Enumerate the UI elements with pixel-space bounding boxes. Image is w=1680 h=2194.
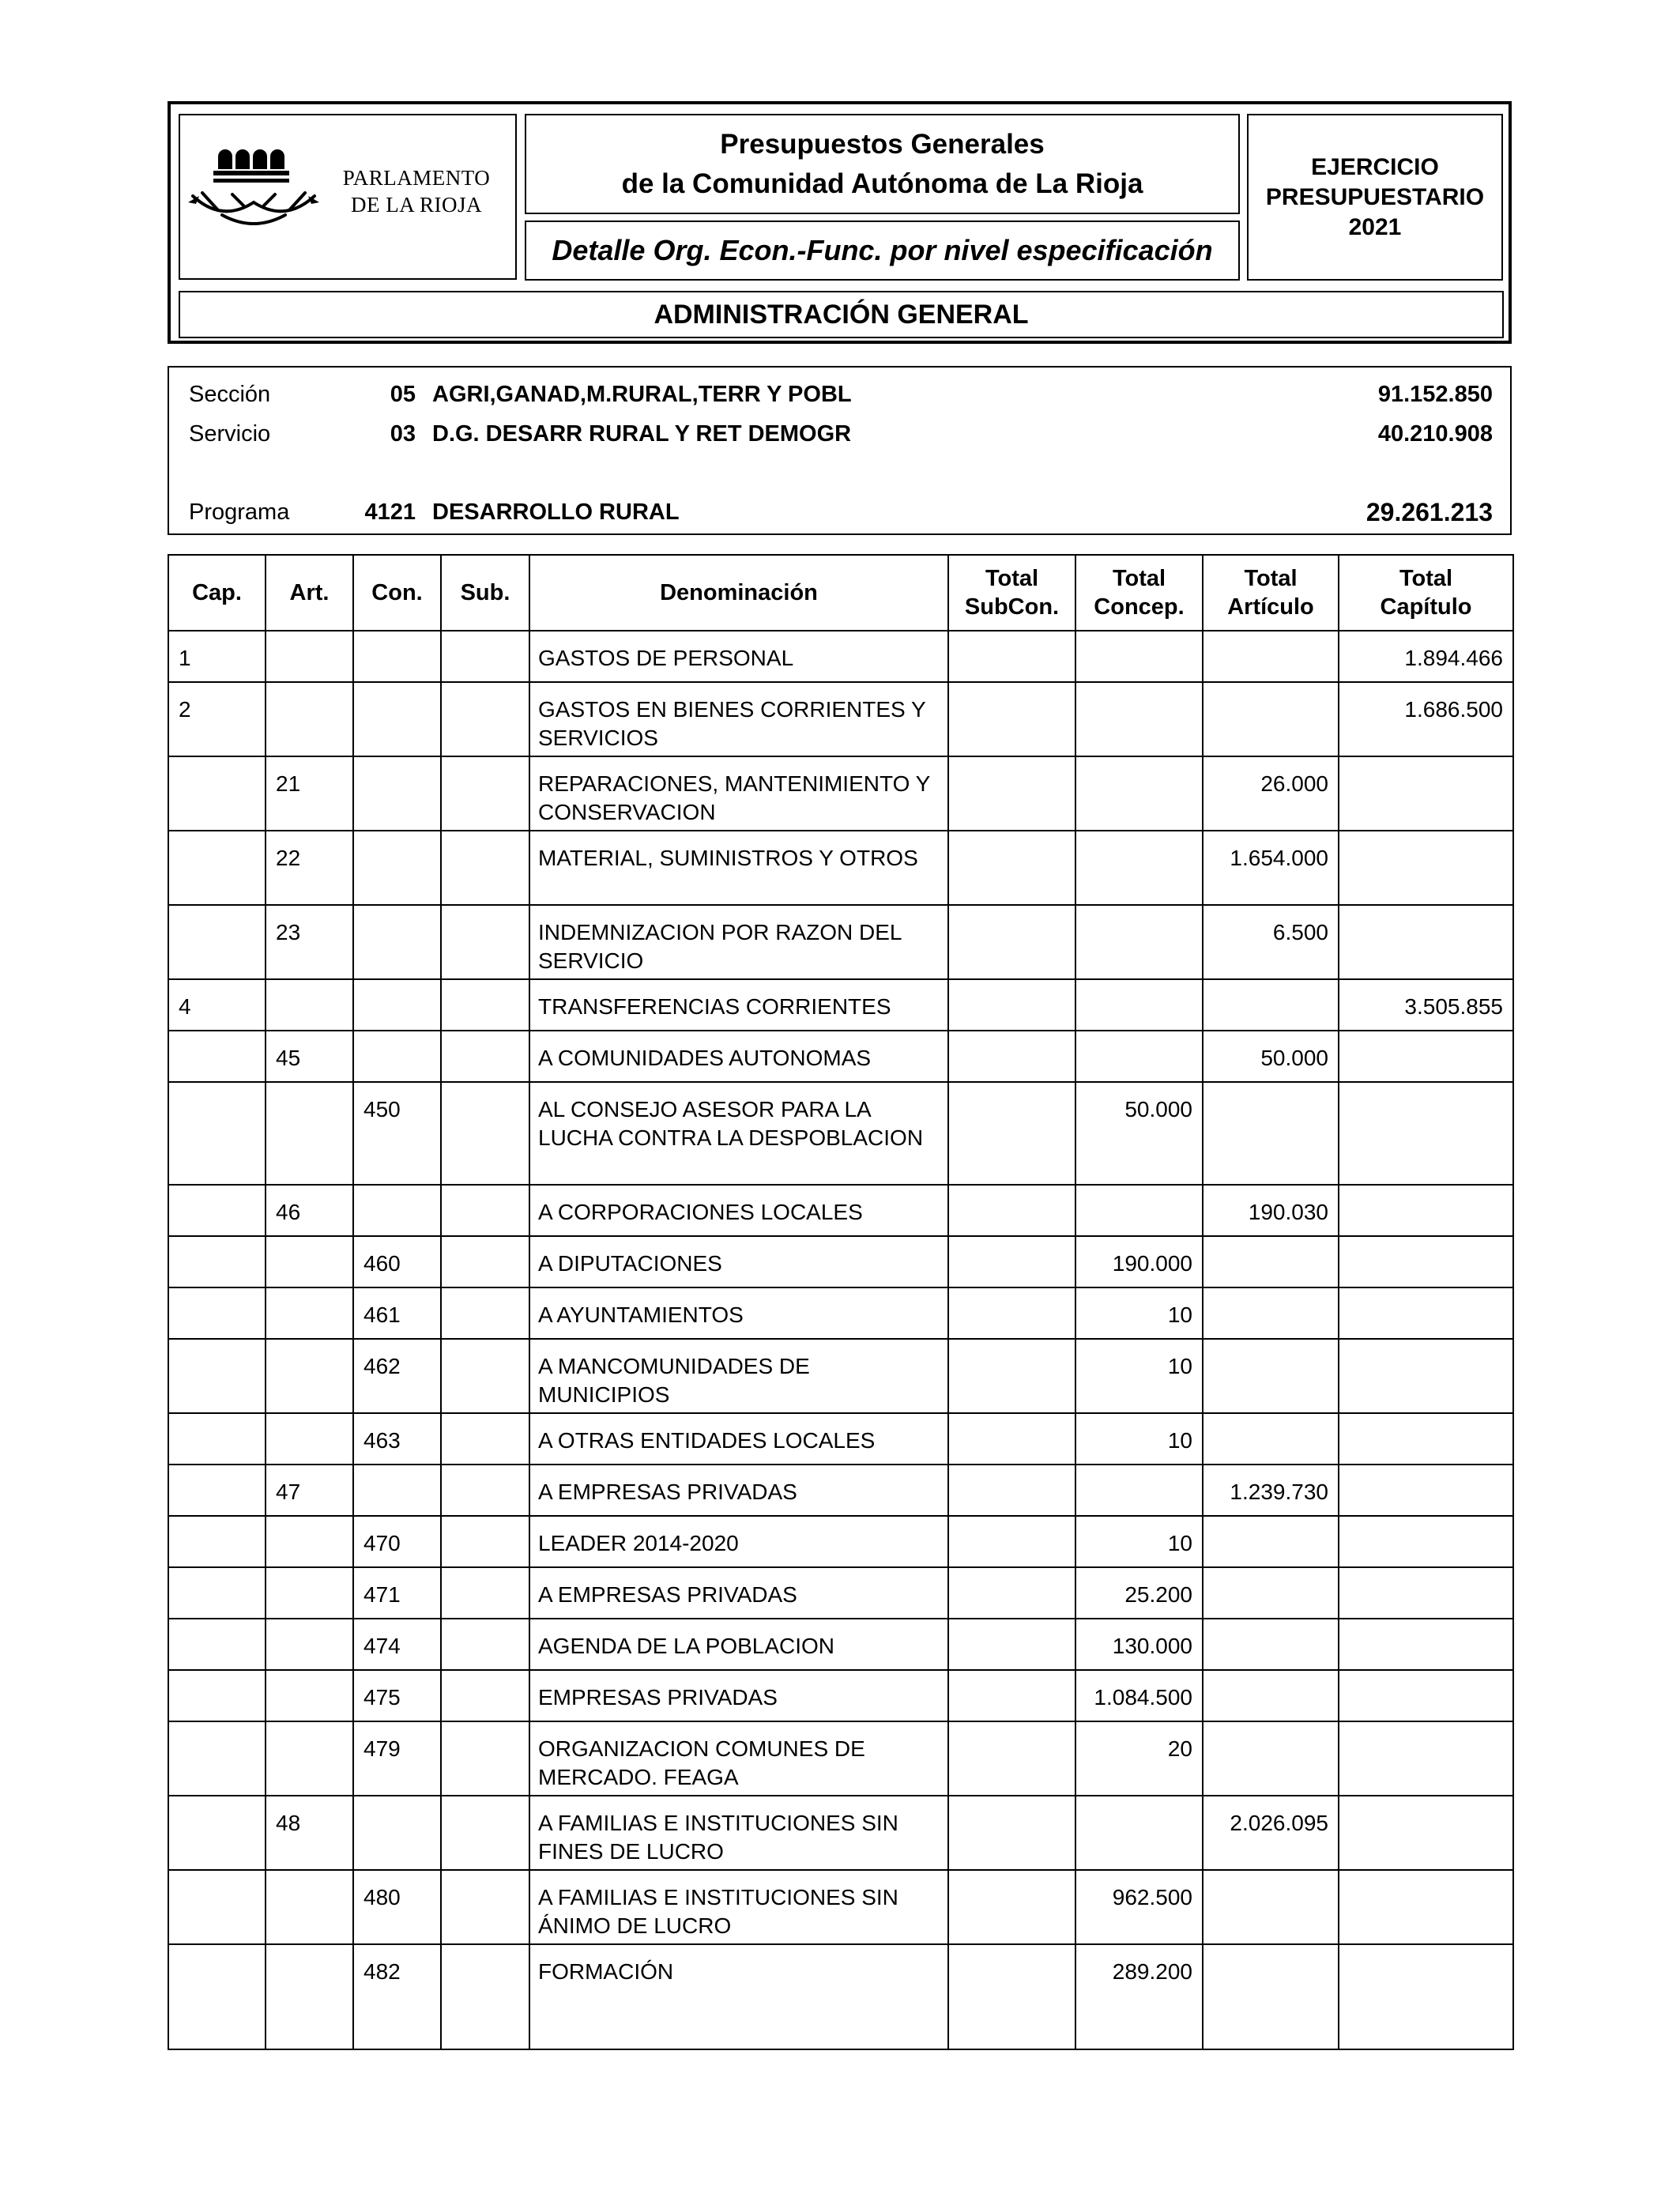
cell-art <box>266 631 353 682</box>
cell-total-articulo <box>1203 1567 1339 1619</box>
cell-art <box>266 1082 353 1185</box>
logo-text-line2: DE LA RIOJA <box>351 193 482 217</box>
table-row <box>168 1082 1513 1185</box>
table-row <box>168 905 1513 979</box>
header-total-concep-line2: Concep. <box>1094 594 1185 620</box>
cell-denominacion: FORMACIÓN <box>529 1944 948 2049</box>
cell-total-capitulo <box>1339 1721 1513 1796</box>
cell-total-concep: 289.200 <box>1075 1944 1203 2049</box>
cell-cap: 2 <box>168 682 266 756</box>
cell-total-concep: 20 <box>1075 1721 1203 1796</box>
table-row <box>168 1619 1513 1670</box>
cell-denominacion: A AYUNTAMIENTOS <box>529 1287 948 1339</box>
table-row <box>168 1567 1513 1619</box>
ejercicio-box <box>1247 114 1503 281</box>
table-row <box>168 1185 1513 1236</box>
cell-art: 22 <box>266 831 353 905</box>
table-row <box>168 1339 1513 1413</box>
seccion-total: 91.152.850 <box>1377 382 1493 407</box>
header-total-subcon-line1: Total <box>985 566 1039 591</box>
cell-total-concep: 25.200 <box>1075 1567 1203 1619</box>
cell-total-capitulo <box>1339 1796 1513 1870</box>
cell-total-capitulo: 1.686.500 <box>1339 682 1513 756</box>
title-line1: Presupuestos Generales <box>720 128 1045 160</box>
table-row <box>168 1465 1513 1516</box>
cell-con <box>353 831 441 905</box>
table-header-row <box>168 555 1513 631</box>
cell-total-capitulo <box>1339 1670 1513 1721</box>
table-row <box>168 1031 1513 1082</box>
cell-total-subcon <box>948 1870 1075 1944</box>
header-denominacion: Denominación <box>529 555 948 631</box>
cell-sub <box>441 1082 529 1185</box>
cell-total-articulo: 50.000 <box>1203 1031 1339 1082</box>
cell-art: 48 <box>266 1796 353 1870</box>
ejercicio-line1: EJERCICIO <box>1311 153 1439 180</box>
cell-sub <box>441 1339 529 1413</box>
servicio-code: 03 <box>390 421 416 447</box>
programa-name: DESARROLLO RURAL <box>432 499 680 525</box>
cell-total-articulo <box>1203 631 1339 682</box>
cell-total-capitulo <box>1339 1082 1513 1185</box>
cell-art <box>266 1670 353 1721</box>
cell-art <box>266 682 353 756</box>
cell-sub <box>441 979 529 1031</box>
cell-total-concep <box>1075 756 1203 831</box>
cell-total-subcon <box>948 1031 1075 1082</box>
cell-sub <box>441 1944 529 2049</box>
table-row <box>168 682 1513 756</box>
cell-cap <box>168 1944 266 2049</box>
cell-denominacion: AL CONSEJO ASESOR PARA LA LUCHA CONTRA LA DESPOBLACION <box>529 1082 948 1185</box>
cell-total-capitulo <box>1339 1413 1513 1465</box>
cell-cap <box>168 1465 266 1516</box>
cell-con: 482 <box>353 1944 441 2049</box>
cell-cap <box>168 1870 266 1944</box>
cell-total-articulo: 1.239.730 <box>1203 1465 1339 1516</box>
cell-art: 23 <box>266 905 353 979</box>
logo-text-line1: PARLAMENTO <box>342 166 491 190</box>
cell-total-articulo: 1.654.000 <box>1203 831 1339 905</box>
logo-text <box>326 164 507 218</box>
seccion-row <box>169 379 1510 410</box>
cell-total-concep <box>1075 905 1203 979</box>
cell-total-subcon <box>948 1413 1075 1465</box>
cell-art <box>266 1287 353 1339</box>
cell-art <box>266 979 353 1031</box>
cell-total-concep <box>1075 1031 1203 1082</box>
cell-sub <box>441 1670 529 1721</box>
header-total-subcon <box>948 555 1075 631</box>
cell-art <box>266 1516 353 1567</box>
cell-total-articulo <box>1203 1670 1339 1721</box>
cell-total-subcon <box>948 1670 1075 1721</box>
cell-cap <box>168 905 266 979</box>
cell-total-articulo <box>1203 1619 1339 1670</box>
cell-sub <box>441 1721 529 1796</box>
cell-total-articulo: 2.026.095 <box>1203 1796 1339 1870</box>
cell-denominacion: INDEMNIZACION POR RAZON DEL SERVICIO <box>529 905 948 979</box>
cell-sub <box>441 1465 529 1516</box>
servicio-total: 40.210.908 <box>1377 421 1493 447</box>
header-total-subcon-line2: SubCon. <box>964 594 1060 620</box>
cell-sub <box>441 1287 529 1339</box>
table-row <box>168 1413 1513 1465</box>
cell-total-subcon <box>948 1721 1075 1796</box>
cell-total-articulo <box>1203 1413 1339 1465</box>
cell-total-articulo <box>1203 1287 1339 1339</box>
table-row <box>168 631 1513 682</box>
cell-cap <box>168 1619 266 1670</box>
administracion-banner: ADMINISTRACIÓN GENERAL <box>179 291 1504 338</box>
cell-con <box>353 631 441 682</box>
cell-total-capitulo <box>1339 1236 1513 1287</box>
cell-art <box>266 1944 353 2049</box>
cell-total-subcon <box>948 1619 1075 1670</box>
cell-art <box>266 1413 353 1465</box>
cell-denominacion: LEADER 2014-2020 <box>529 1516 948 1567</box>
cell-cap <box>168 1413 266 1465</box>
table-row <box>168 1796 1513 1870</box>
cell-denominacion: AGENDA DE LA POBLACION <box>529 1619 948 1670</box>
cell-sub <box>441 1236 529 1287</box>
cell-cap <box>168 1670 266 1721</box>
cell-denominacion: A OTRAS ENTIDADES LOCALES <box>529 1413 948 1465</box>
cell-total-articulo <box>1203 1721 1339 1796</box>
cell-total-concep: 962.500 <box>1075 1870 1203 1944</box>
cell-denominacion: A CORPORACIONES LOCALES <box>529 1185 948 1236</box>
cell-sub <box>441 631 529 682</box>
header-con: Con. <box>353 555 441 631</box>
cell-total-subcon <box>948 1185 1075 1236</box>
ejercicio-year: 2021 <box>1348 213 1402 240</box>
cell-total-concep <box>1075 682 1203 756</box>
cell-total-subcon <box>948 1465 1075 1516</box>
cell-con: 474 <box>353 1619 441 1670</box>
cell-total-subcon <box>948 1082 1075 1185</box>
cell-sub <box>441 1185 529 1236</box>
cell-art: 45 <box>266 1031 353 1082</box>
cell-con: 463 <box>353 1413 441 1465</box>
cell-denominacion: A EMPRESAS PRIVADAS <box>529 1465 948 1516</box>
cell-sub <box>441 682 529 756</box>
cell-total-concep: 10 <box>1075 1516 1203 1567</box>
cell-total-articulo <box>1203 1082 1339 1185</box>
cell-cap <box>168 1567 266 1619</box>
cell-denominacion: REPARACIONES, MANTENIMIENTO Y CONSERVACION <box>529 756 948 831</box>
seccion-label: Sección <box>189 382 271 407</box>
programa-label: Programa <box>189 499 290 525</box>
logo-box <box>179 114 517 280</box>
cell-art <box>266 1721 353 1796</box>
table-row <box>168 1870 1513 1944</box>
cell-con: 480 <box>353 1870 441 1944</box>
detail-subtitle: Detalle Org. Econ.-Func. por nivel especificación <box>525 221 1240 281</box>
document-header <box>168 101 1512 344</box>
cell-art: 46 <box>266 1185 353 1236</box>
cell-total-subcon <box>948 1796 1075 1870</box>
cell-total-capitulo <box>1339 1619 1513 1670</box>
programa-code: 4121 <box>364 499 416 525</box>
header-total-capitulo-line2: Capítulo <box>1380 594 1472 620</box>
table-row <box>168 1236 1513 1287</box>
cell-denominacion: A EMPRESAS PRIVADAS <box>529 1567 948 1619</box>
servicio-label: Servicio <box>189 421 271 447</box>
table-row <box>168 979 1513 1031</box>
cell-total-subcon <box>948 1339 1075 1413</box>
cell-total-concep: 190.000 <box>1075 1236 1203 1287</box>
cell-denominacion: A DIPUTACIONES <box>529 1236 948 1287</box>
title-line2: de la Comunidad Autónoma de La Rioja <box>621 168 1143 199</box>
cell-con: 460 <box>353 1236 441 1287</box>
cell-con <box>353 756 441 831</box>
cell-con: 461 <box>353 1287 441 1339</box>
cell-con: 479 <box>353 1721 441 1796</box>
cell-total-concep <box>1075 1185 1203 1236</box>
cell-total-concep <box>1075 631 1203 682</box>
cell-total-articulo: 190.030 <box>1203 1185 1339 1236</box>
cell-total-subcon <box>948 631 1075 682</box>
cell-con <box>353 1796 441 1870</box>
cell-total-capitulo <box>1339 905 1513 979</box>
header-total-articulo-line2: Artículo <box>1227 594 1314 620</box>
cell-con: 475 <box>353 1670 441 1721</box>
cell-total-concep: 10 <box>1075 1339 1203 1413</box>
cell-total-articulo: 26.000 <box>1203 756 1339 831</box>
cell-denominacion: A COMUNIDADES AUTONOMAS <box>529 1031 948 1082</box>
cell-denominacion: ORGANIZACION COMUNES DE MERCADO. FEAGA <box>529 1721 948 1796</box>
cell-total-articulo: 6.500 <box>1203 905 1339 979</box>
cell-total-articulo <box>1203 1870 1339 1944</box>
cell-total-capitulo <box>1339 1185 1513 1236</box>
table-row <box>168 1670 1513 1721</box>
cell-total-concep <box>1075 1465 1203 1516</box>
parlamento-logo-icon <box>186 147 321 236</box>
header-total-capitulo <box>1339 555 1513 631</box>
cell-total-concep <box>1075 831 1203 905</box>
cell-total-subcon <box>948 1287 1075 1339</box>
cell-cap <box>168 1287 266 1339</box>
cell-cap <box>168 1721 266 1796</box>
cell-denominacion: A FAMILIAS E INSTITUCIONES SIN FINES DE LUCRO <box>529 1796 948 1870</box>
programa-total: 29.261.213 <box>1365 498 1493 526</box>
cell-sub <box>441 1031 529 1082</box>
cell-total-subcon <box>948 682 1075 756</box>
cell-total-capitulo: 3.505.855 <box>1339 979 1513 1031</box>
document-title-box <box>525 114 1240 214</box>
cell-sub <box>441 1619 529 1670</box>
budget-table-body <box>168 631 1513 2049</box>
cell-cap <box>168 756 266 831</box>
table-row <box>168 1516 1513 1567</box>
cell-denominacion: GASTOS EN BIENES CORRIENTES Y SERVICIOS <box>529 682 948 756</box>
servicio-row <box>169 418 1510 450</box>
cell-con: 450 <box>353 1082 441 1185</box>
cell-total-capitulo <box>1339 831 1513 905</box>
cell-denominacion: GASTOS DE PERSONAL <box>529 631 948 682</box>
header-total-capitulo-line1: Total <box>1399 566 1453 591</box>
cell-total-articulo <box>1203 1236 1339 1287</box>
cell-cap <box>168 1236 266 1287</box>
cell-art <box>266 1339 353 1413</box>
cell-total-concep: 50.000 <box>1075 1082 1203 1185</box>
table-row <box>168 756 1513 831</box>
cell-total-subcon <box>948 979 1075 1031</box>
cell-total-articulo <box>1203 1516 1339 1567</box>
header-art: Art. <box>266 555 353 631</box>
table-row <box>168 831 1513 905</box>
cell-denominacion: A FAMILIAS E INSTITUCIONES SIN ÁNIMO DE LUCRO <box>529 1870 948 1944</box>
cell-total-capitulo <box>1339 1465 1513 1516</box>
cell-con: 470 <box>353 1516 441 1567</box>
cell-art: 47 <box>266 1465 353 1516</box>
cell-cap <box>168 1339 266 1413</box>
cell-con: 471 <box>353 1567 441 1619</box>
cell-total-capitulo <box>1339 1287 1513 1339</box>
cell-denominacion: TRANSFERENCIAS CORRIENTES <box>529 979 948 1031</box>
cell-con <box>353 682 441 756</box>
cell-art <box>266 1619 353 1670</box>
servicio-name: D.G. DESARR RURAL Y RET DEMOGR <box>432 421 852 447</box>
ejercicio-line2: PRESUPUESTARIO <box>1265 183 1485 210</box>
cell-con: 462 <box>353 1339 441 1413</box>
cell-total-capitulo <box>1339 1031 1513 1082</box>
cell-denominacion: A MANCOMUNIDADES DE MUNICIPIOS <box>529 1339 948 1413</box>
cell-cap <box>168 1031 266 1082</box>
cell-total-subcon <box>948 831 1075 905</box>
header-sub: Sub. <box>441 555 529 631</box>
programa-row <box>169 496 1510 528</box>
cell-con <box>353 1185 441 1236</box>
cell-con <box>353 1031 441 1082</box>
cell-art: 21 <box>266 756 353 831</box>
header-total-articulo <box>1203 555 1339 631</box>
cell-total-capitulo <box>1339 756 1513 831</box>
cell-total-concep: 130.000 <box>1075 1619 1203 1670</box>
cell-sub <box>441 756 529 831</box>
header-total-concep <box>1075 555 1203 631</box>
table-row <box>168 1721 1513 1796</box>
cell-total-subcon <box>948 905 1075 979</box>
cell-total-capitulo <box>1339 1870 1513 1944</box>
budget-table <box>168 554 1514 2050</box>
cell-total-concep <box>1075 1796 1203 1870</box>
cell-con <box>353 905 441 979</box>
cell-total-subcon <box>948 1516 1075 1567</box>
cell-total-subcon <box>948 1236 1075 1287</box>
cell-total-concep <box>1075 979 1203 1031</box>
header-cap: Cap. <box>168 555 266 631</box>
cell-sub <box>441 1516 529 1567</box>
cell-total-concep: 10 <box>1075 1287 1203 1339</box>
cell-sub <box>441 1413 529 1465</box>
cell-con <box>353 1465 441 1516</box>
cell-denominacion: EMPRESAS PRIVADAS <box>529 1670 948 1721</box>
cell-art <box>266 1236 353 1287</box>
cell-cap <box>168 1082 266 1185</box>
program-info-block <box>168 366 1512 535</box>
cell-cap: 1 <box>168 631 266 682</box>
seccion-name: AGRI,GANAD,M.RURAL,TERR Y POBL <box>432 382 852 407</box>
cell-sub <box>441 905 529 979</box>
cell-cap <box>168 1185 266 1236</box>
cell-cap <box>168 1796 266 1870</box>
cell-total-concep: 10 <box>1075 1413 1203 1465</box>
table-row <box>168 1287 1513 1339</box>
cell-total-subcon <box>948 756 1075 831</box>
cell-con <box>353 979 441 1031</box>
cell-cap <box>168 1516 266 1567</box>
cell-cap: 4 <box>168 979 266 1031</box>
seccion-code: 05 <box>390 382 416 407</box>
header-total-articulo-line1: Total <box>1244 566 1298 591</box>
cell-total-capitulo <box>1339 1516 1513 1567</box>
cell-total-subcon <box>948 1567 1075 1619</box>
cell-total-capitulo <box>1339 1567 1513 1619</box>
cell-total-concep: 1.084.500 <box>1075 1670 1203 1721</box>
cell-total-articulo <box>1203 979 1339 1031</box>
cell-sub <box>441 831 529 905</box>
cell-total-capitulo: 1.894.466 <box>1339 631 1513 682</box>
cell-total-capitulo <box>1339 1944 1513 2049</box>
cell-total-capitulo <box>1339 1339 1513 1413</box>
header-total-concep-line1: Total <box>1112 566 1166 591</box>
cell-sub <box>441 1870 529 1944</box>
cell-art <box>266 1567 353 1619</box>
cell-total-articulo <box>1203 1339 1339 1413</box>
cell-sub <box>441 1567 529 1619</box>
cell-sub <box>441 1796 529 1870</box>
cell-denominacion: MATERIAL, SUMINISTROS Y OTROS <box>529 831 948 905</box>
cell-total-articulo <box>1203 1944 1339 2049</box>
cell-cap <box>168 831 266 905</box>
table-row <box>168 1944 1513 2049</box>
cell-total-subcon <box>948 1944 1075 2049</box>
cell-art <box>266 1870 353 1944</box>
cell-total-articulo <box>1203 682 1339 756</box>
